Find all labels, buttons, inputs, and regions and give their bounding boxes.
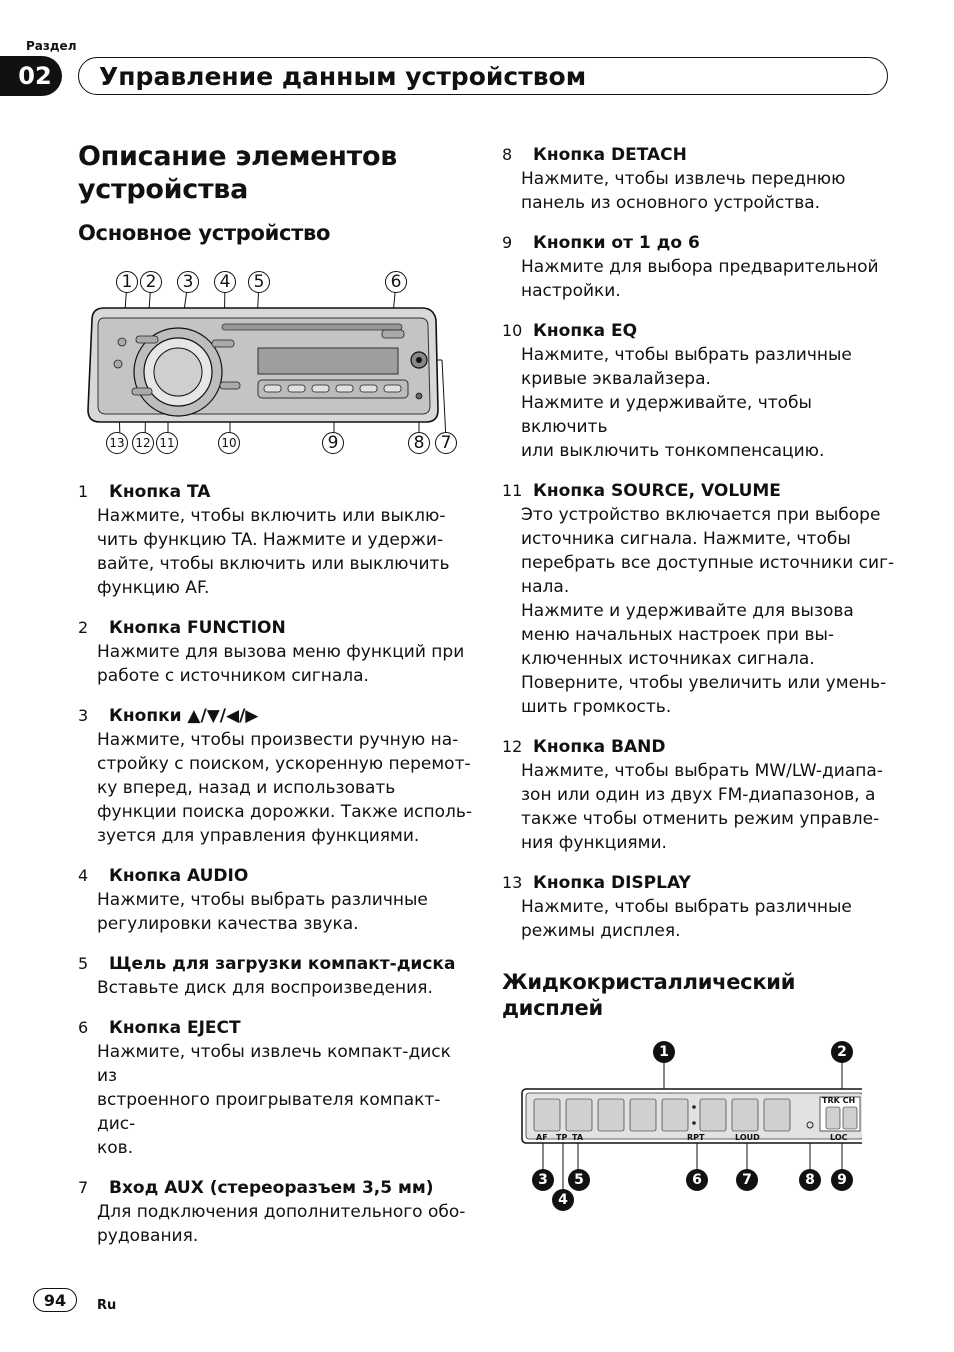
unit-callout-3: 3	[177, 271, 199, 293]
list-item	[78, 1176, 473, 1248]
item-description-line: Нажмите, чтобы выбрать MW/LW-диапа-	[521, 761, 883, 781]
lcd-label-loc: LOC	[830, 1133, 848, 1142]
unit-callout-7: 7	[435, 432, 457, 454]
item-title: Кнопка SOURCE, VOLUME	[533, 481, 781, 501]
item-title: Кнопки ▲/▼/◀/▶	[109, 706, 259, 726]
item-description-line: кривые эквалайзера.	[521, 369, 711, 389]
section-number-badge: 02	[0, 56, 62, 96]
item-number: 7	[78, 1178, 89, 1197]
item-description-line: Нажмите, чтобы извлечь переднюю	[521, 169, 846, 189]
item-description	[502, 503, 902, 719]
item-number: 8	[502, 145, 513, 164]
item-heading	[502, 231, 902, 255]
left-column	[78, 140, 473, 1264]
item-description-line: настройки.	[521, 281, 621, 301]
item-number: 5	[78, 954, 89, 973]
item-heading	[502, 479, 902, 503]
item-description	[502, 895, 902, 943]
item-description-line: вайте, чтобы включить или выключить	[97, 554, 450, 574]
item-description-line: панель из основного устройства.	[521, 193, 821, 213]
item-description-line: функцию AF.	[97, 578, 210, 598]
list-item	[502, 231, 902, 303]
item-heading	[502, 143, 902, 167]
unit-callout-6: 6	[385, 271, 407, 293]
item-description-line: Нажмите для вызова меню функций при	[97, 642, 465, 662]
lcd-label-tp: TP	[556, 1133, 568, 1142]
lcd-callout-1: 1	[653, 1041, 675, 1063]
item-heading	[78, 704, 473, 728]
item-description-line: Нажмите, чтобы извлечь компакт-диск из	[97, 1042, 451, 1086]
item-description-line: стройку с поиском, ускоренную перемот-	[97, 754, 471, 774]
item-description-line: также чтобы отменить режим управле-	[521, 809, 880, 829]
list-item	[502, 735, 902, 855]
lcd-callout-7: 7	[736, 1169, 758, 1191]
item-description-line: Нажмите и удерживайте для вызова	[521, 601, 854, 621]
item-title: Кнопка EJECT	[109, 1018, 241, 1038]
item-description-line: источника сигнала. Нажмите, чтобы	[521, 529, 851, 549]
item-description-line: зон или один из двух FM-диапазонов, а	[521, 785, 876, 805]
item-description-line: нала.	[521, 577, 570, 597]
lcd-callout-5: 5	[568, 1169, 590, 1191]
item-description	[78, 888, 473, 936]
item-description-line: чить функцию TA. Нажмите и удержи-	[97, 530, 444, 550]
item-title: Кнопка TA	[109, 482, 211, 502]
item-heading	[78, 952, 473, 976]
item-number: 9	[502, 233, 513, 252]
item-title: Вход AUX (стереоразъем 3,5 мм)	[109, 1178, 434, 1198]
list-item	[78, 616, 473, 688]
item-description-line: зуется для управления функциями.	[97, 826, 420, 846]
language-code: Ru	[97, 1298, 117, 1313]
list-item	[78, 952, 473, 1000]
item-description-line: ключенных источниках сигнала.	[521, 649, 815, 669]
item-number: 1	[78, 482, 89, 501]
item-description	[78, 976, 473, 1000]
item-description	[78, 728, 473, 848]
item-description-line: Нажмите, чтобы выбрать различные	[521, 345, 852, 365]
lcd-label-af: AF	[536, 1133, 548, 1142]
item-heading	[78, 616, 473, 640]
unit-callout-10: 10	[218, 432, 240, 454]
list-item	[78, 704, 473, 848]
unit-subtitle: Основное устройство	[78, 221, 331, 245]
right-column	[502, 143, 902, 1221]
unit-callout-8: 8	[408, 432, 430, 454]
item-description-line: перебрать все доступные источники сиг-	[521, 553, 895, 573]
item-description-line: меню начальных настроек при вы-	[521, 625, 835, 645]
item-title: Кнопка BAND	[533, 737, 666, 757]
item-number: 13	[502, 873, 523, 892]
chapter-title: Управление данным устройством	[78, 57, 888, 95]
item-description-line: работе с источником сигнала.	[97, 666, 369, 686]
item-description-line: режимы дисплея.	[521, 921, 681, 941]
item-description	[78, 1040, 473, 1160]
item-description-line: ку вперед, назад и использовать	[97, 778, 396, 798]
item-number: 4	[78, 866, 89, 885]
item-description-line: функции поиска дорожки. Также исполь-	[97, 802, 473, 822]
item-number: 10	[502, 321, 523, 340]
page-title: Описание элементов устройства	[78, 141, 398, 205]
item-heading	[78, 1176, 473, 1200]
item-description	[502, 167, 902, 215]
item-description	[78, 640, 473, 688]
item-heading	[78, 1016, 473, 1040]
item-description-line: Нажмите и удерживайте, чтобы включить	[521, 393, 812, 437]
item-description-line: Поверните, чтобы увеличить или умень-	[521, 673, 887, 693]
item-title: Кнопка AUDIO	[109, 866, 249, 886]
item-title: Кнопка FUNCTION	[109, 618, 286, 638]
item-description-line: встроенного проигрывателя компакт-дис-	[97, 1090, 441, 1134]
item-description-line: Для подключения дополнительного обо-	[97, 1202, 466, 1222]
display-subtitle: Жидкокристаллический дисплей	[502, 970, 796, 1020]
item-description-line: или выключить тонкомпенсацию.	[521, 441, 825, 461]
item-description-line: Это устройство включается при выборе	[521, 505, 881, 525]
unit-callout-12: 12	[132, 432, 154, 454]
item-description	[502, 343, 902, 463]
item-description-line: Нажмите, чтобы включить или выклю-	[97, 506, 446, 526]
unit-callout-11: 11	[156, 432, 178, 454]
lcd-callout-6: 6	[686, 1169, 708, 1191]
item-heading	[78, 480, 473, 504]
item-title: Кнопка EQ	[533, 321, 638, 341]
item-number: 6	[78, 1018, 89, 1037]
page-number: 94	[33, 1288, 77, 1312]
item-description-line: Нажмите для выбора предварительной	[521, 257, 879, 277]
item-description	[502, 255, 902, 303]
item-title: Щель для загрузки компакт-диска	[109, 954, 456, 974]
section-label: Раздел	[26, 39, 77, 53]
list-item	[502, 871, 902, 943]
lcd-label-ta: TA	[572, 1133, 584, 1142]
list-item	[502, 319, 902, 463]
item-description-line: ния функциями.	[521, 833, 667, 853]
unit-callout-5: 5	[248, 271, 270, 293]
item-description-line: ков.	[97, 1138, 134, 1158]
item-heading	[502, 319, 902, 343]
list-item	[78, 864, 473, 936]
item-description-line: регулировки качества звука.	[97, 914, 359, 934]
item-description	[502, 759, 902, 855]
item-number: 3	[78, 706, 89, 725]
right-item-list	[502, 143, 902, 943]
item-heading	[78, 864, 473, 888]
lcd-callout-2: 2	[831, 1041, 853, 1063]
item-title: Кнопка DETACH	[533, 145, 687, 165]
item-heading	[502, 735, 902, 759]
lcd-label-loud: LOUD	[735, 1133, 760, 1142]
item-description	[78, 1200, 473, 1248]
item-description-line: Нажмите, чтобы выбрать различные	[97, 890, 428, 910]
lcd-callout-8: 8	[799, 1169, 821, 1191]
list-item	[78, 1016, 473, 1160]
item-number: 2	[78, 618, 89, 637]
lcd-callout-3: 3	[532, 1169, 554, 1191]
item-description-line: Вставьте диск для воспроизведения.	[97, 978, 433, 998]
unit-callout-1: 1	[116, 271, 138, 293]
item-description-line: рудования.	[97, 1226, 199, 1246]
item-number: 11	[502, 481, 523, 500]
list-item	[78, 480, 473, 600]
item-title: Кнопка DISPLAY	[533, 873, 691, 893]
item-description-line: шить громкость.	[521, 697, 672, 717]
item-heading	[502, 871, 902, 895]
lcd-callout-9: 9	[831, 1169, 853, 1191]
lcd-callout-4: 4	[552, 1189, 574, 1211]
item-description-line: Нажмите, чтобы выбрать различные	[521, 897, 852, 917]
list-item	[502, 143, 902, 215]
head-unit-diagram	[82, 260, 452, 460]
lcd-label-trk-ch: TRK CH	[822, 1096, 856, 1105]
list-item	[502, 479, 902, 719]
unit-callout-2: 2	[140, 271, 162, 293]
unit-callout-9: 9	[322, 432, 344, 454]
unit-callout-13: 13	[106, 432, 128, 454]
unit-callout-4: 4	[214, 271, 236, 293]
lcd-display-diagram	[502, 1041, 862, 1221]
item-description-line: Нажмите, чтобы произвести ручную на-	[97, 730, 459, 750]
item-title: Кнопки от 1 до 6	[533, 233, 700, 253]
lcd-label-rpt: RPT	[687, 1133, 705, 1142]
item-description	[78, 504, 473, 600]
left-item-list	[78, 480, 473, 1248]
item-number: 12	[502, 737, 523, 756]
